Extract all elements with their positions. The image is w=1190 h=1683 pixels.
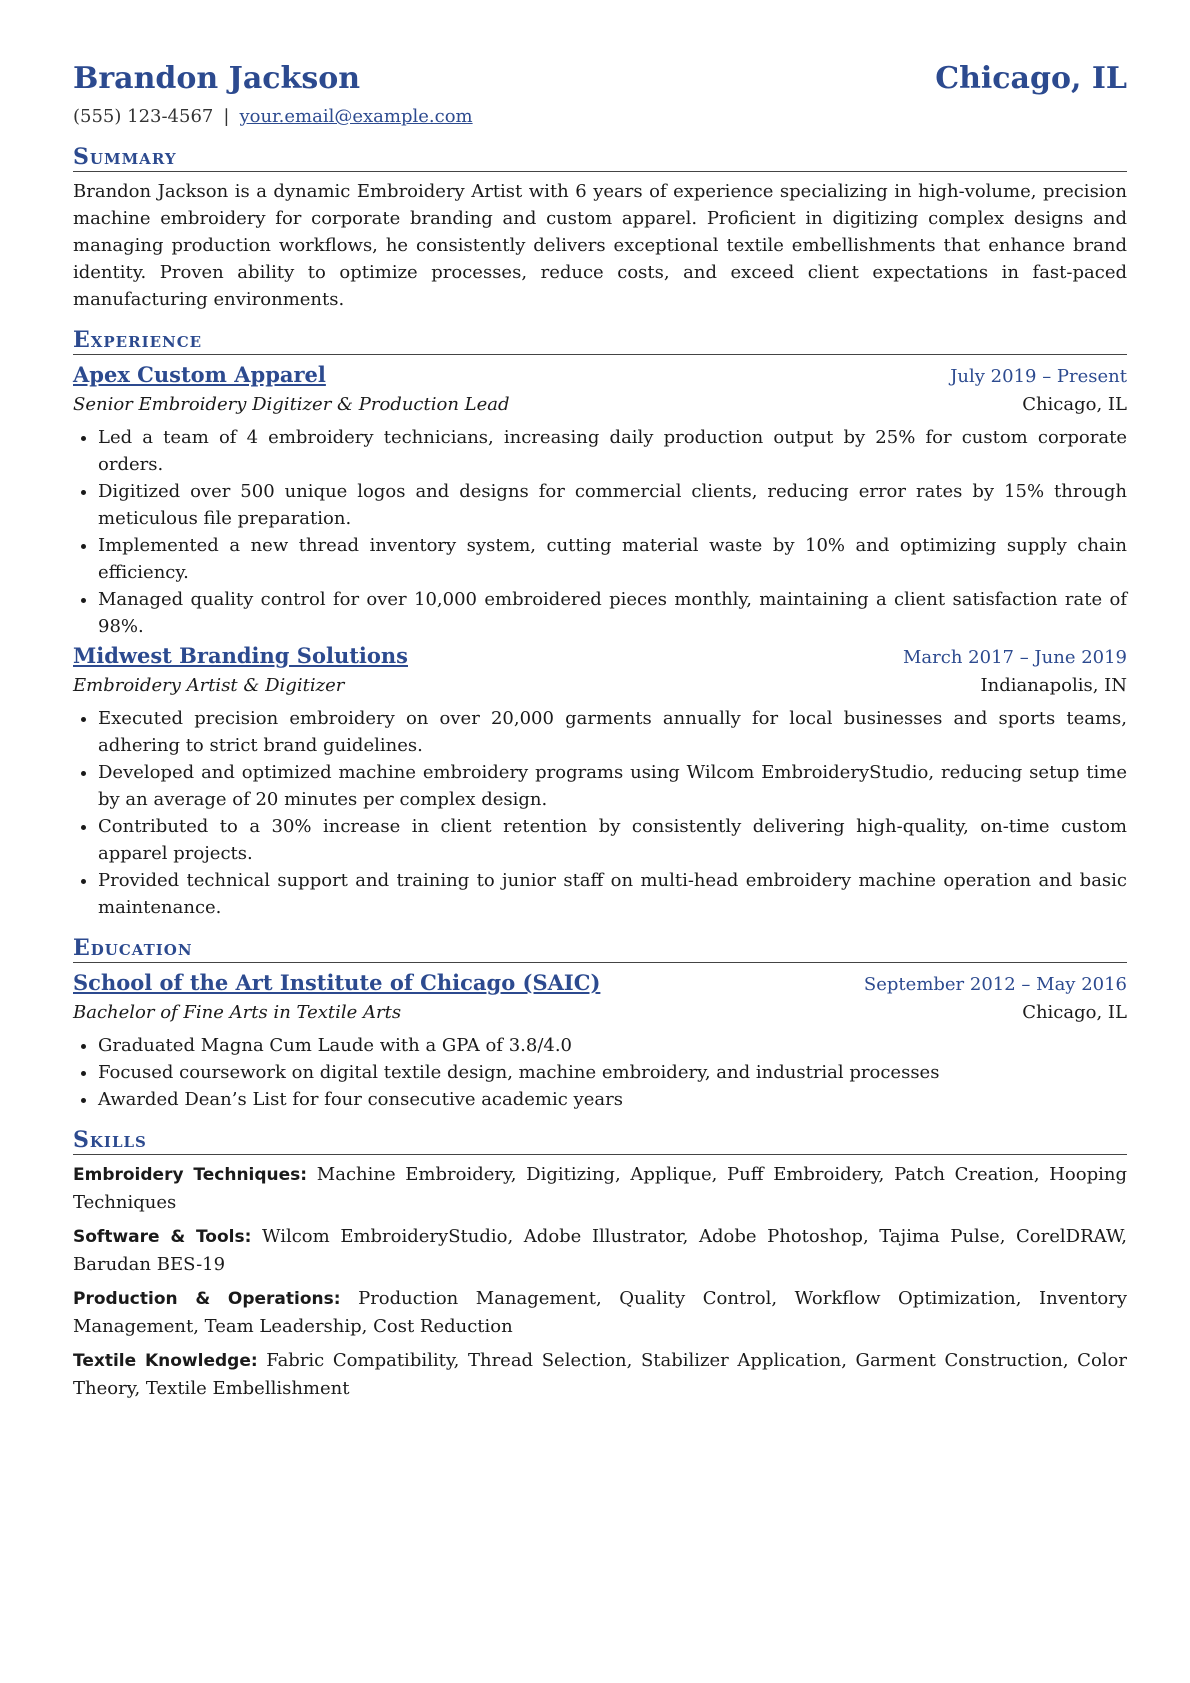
contact-line [73,104,1127,130]
job-location: Chicago, IL [1022,394,1127,415]
summary-text: Brandon Jackson is a dynamic Embroidery Artist with 6 years of experience specializing in high-volume, precision machine embroidery for corporate branding and custom apparel. Proficient in digitizing complex designs and managing production workflows, he consistently delivers exceptional textile embellishments that enhance brand identity. Proven ability to optimize processes, reduce costs, and exceed client expectations in fast-paced manufacturing environments. [73,181,1127,310]
bullet-item: • Executed precision embroidery on over 20,000 garments annually for local businesses and sports teams, adhering to strict brand guidelines. [98,705,1127,759]
experience-heading: Experience [73,327,1127,355]
job-entry [73,642,1127,921]
summary-heading: Summary [73,144,1127,172]
skills-heading: Skills [73,1127,1127,1155]
education-heading: Education [73,935,1127,963]
email-link[interactable]: your.email@example.com [239,106,473,127]
skill-items: Production Management, Quality Control, Workflow Optimization, Inventory Management, Team Leadership, Cost Reduction [73,1288,1127,1337]
contact-separator: | [223,106,230,127]
skill-group [73,1285,1127,1340]
job-bullets [73,424,1127,640]
bullet-item: • Provided technical support and training to junior staff on multi-head embroidery machine operation and basic maintenance. [98,867,1127,921]
bullet-item: • Focused coursework on digital textile design, machine embroidery, and industrial processes [98,1059,1127,1086]
bullet-item: • Graduated Magna Cum Laude with a GPA of 3.8/4.0 [98,1032,1127,1059]
candidate-location: Chicago, IL [935,61,1127,96]
candidate-name: Brandon Jackson [73,61,361,96]
skill-group [73,1161,1127,1216]
company-link[interactable]: Midwest Branding Solutions [73,643,408,668]
header [73,60,1127,98]
skill-label: Production & Operations: [73,1289,341,1309]
skills-list [73,1161,1127,1402]
skill-label: Embroidery Techniques: [73,1165,308,1185]
bullet-item: • Awarded Dean’s List for four consecutive academic years [98,1086,1127,1113]
skill-group [73,1223,1127,1278]
job-bullets [73,705,1127,921]
skill-items: Wilcom EmbroideryStudio, Adobe Illustrator, Adobe Photoshop, Tajima Pulse, CorelDRAW, Barudan BES-19 [73,1226,1127,1275]
education-dates: September 2012 – May 2016 [863,974,1127,995]
skill-items: Machine Embroidery, Digitizing, Applique, Puff Embroidery, Patch Creation, Hooping Techniques [73,1164,1127,1213]
job-entry [73,361,1127,640]
job-dates: July 2019 – Present [950,366,1127,387]
bullet-item: • Digitized over 500 unique logos and designs for commercial clients, reducing error rates by 15% through meticulous file preparation. [98,478,1127,532]
education-bullets [73,1032,1127,1113]
job-location: Indianapolis, IN [980,675,1127,696]
bullet-item: • Led a team of 4 embroidery technicians, increasing daily production output by 25% for custom corporate orders. [98,424,1127,478]
resume-page [73,60,1127,1402]
degree: Bachelor of Fine Arts in Textile Arts [73,1002,402,1023]
job-role: Senior Embroidery Digitizer & Production Lead [73,394,510,415]
education-entry [73,969,1127,1113]
bullet-item: • Contributed to a 30% increase in client retention by consistently delivering high-quality, on-time custom apparel projects. [98,813,1127,867]
skill-items: Fabric Compatibility, Thread Selection, Stabilizer Application, Garment Construction, Color Theory, Textile Embellishment [73,1350,1127,1399]
skill-label: Software & Tools: [73,1227,252,1247]
company-link[interactable]: Apex Custom Apparel [73,362,326,387]
school-location: Chicago, IL [1022,1002,1127,1023]
job-role: Embroidery Artist & Digitizer [73,675,345,696]
bullet-item: • Developed and optimized machine embroidery programs using Wilcom EmbroideryStudio, reducing setup time by an average of 20 minutes per complex design. [98,759,1127,813]
bullet-item: • Managed quality control for over 10,000 embroidered pieces monthly, maintaining a client satisfaction rate of 98%. [98,586,1127,640]
phone-number: (555) 123-4567 [73,106,214,127]
school-link[interactable]: School of the Art Institute of Chicago (SAIC) [73,970,601,995]
skill-label: Textile Knowledge: [73,1351,258,1371]
bullet-item: • Implemented a new thread inventory system, cutting material waste by 10% and optimizing supply chain efficiency. [98,532,1127,586]
job-dates: March 2017 – June 2019 [903,647,1127,668]
skill-group [73,1347,1127,1402]
